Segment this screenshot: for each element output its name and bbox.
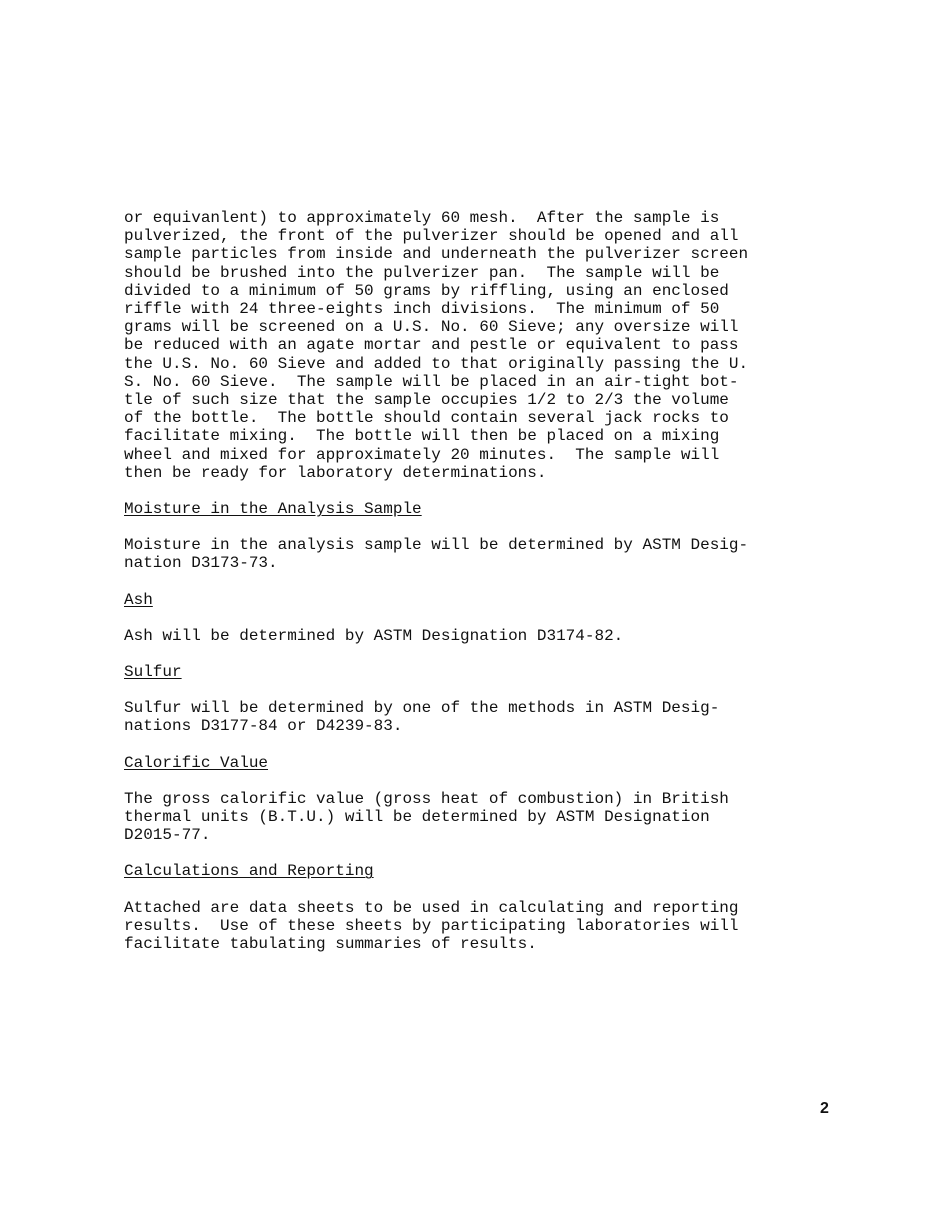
paragraph-calculations-reporting: Attached are data sheets to be used in calculating and reporting results. Use of these sheets by participating laboratories will facilitate tabulating summaries of results.	[124, 898, 739, 954]
heading-sulfur: Sulfur	[124, 663, 182, 682]
document-body	[124, 209, 844, 953]
heading-moisture: Moisture in the Analysis Sample	[124, 500, 422, 519]
paragraph-calorific-value: The gross calorific value (gross heat of combustion) in British thermal units (B.T.U.) will be determined by ASTM Designation D2015-77.	[124, 789, 729, 845]
intro-paragraph: or equivanlent) to approximately 60 mesh. After the sample is pulverized, the front of the pulverizer should be opened and all sample particles from inside and underneath the pulverizer screen should be brushed into the pulverizer pan. The sample will be divided to a minimum of 50 grams by riffling, using an enclosed riffle with 24 three-eights inch divisions. The minimum of 50 grams will be screened on a U.S. No. 60 Sieve; any oversize will be reduced with an agate mortar and pestle or equivalent to pass the U.S. No. 60 Sieve and added to that originally passing the U. S. No. 60 Sieve. The sample will be placed in an air-tight bot- tle of such size that the sample occupies 1/2 to 2/3 the volume of the bottle. The bottle should contain several jack rocks to facilitate mixing. The bottle will then be placed on a mixing wheel and mixed for approximately 20 minutes. The sample will then be ready for laboratory determinations.	[124, 209, 749, 482]
heading-ash: Ash	[124, 590, 153, 609]
page-number: 2	[820, 1100, 829, 1117]
paragraph-moisture: Moisture in the analysis sample will be determined by ASTM Desig- nation D3173-73.	[124, 536, 749, 573]
paragraph-sulfur: Sulfur will be determined by one of the methods in ASTM Desig- nations D3177-84 or D4239-83.	[124, 699, 720, 736]
paragraph-ash: Ash will be determined by ASTM Designation D3174-82.	[124, 626, 624, 645]
heading-calorific-value: Calorific Value	[124, 753, 269, 772]
heading-calculations-reporting: Calculations and Reporting	[124, 862, 374, 881]
